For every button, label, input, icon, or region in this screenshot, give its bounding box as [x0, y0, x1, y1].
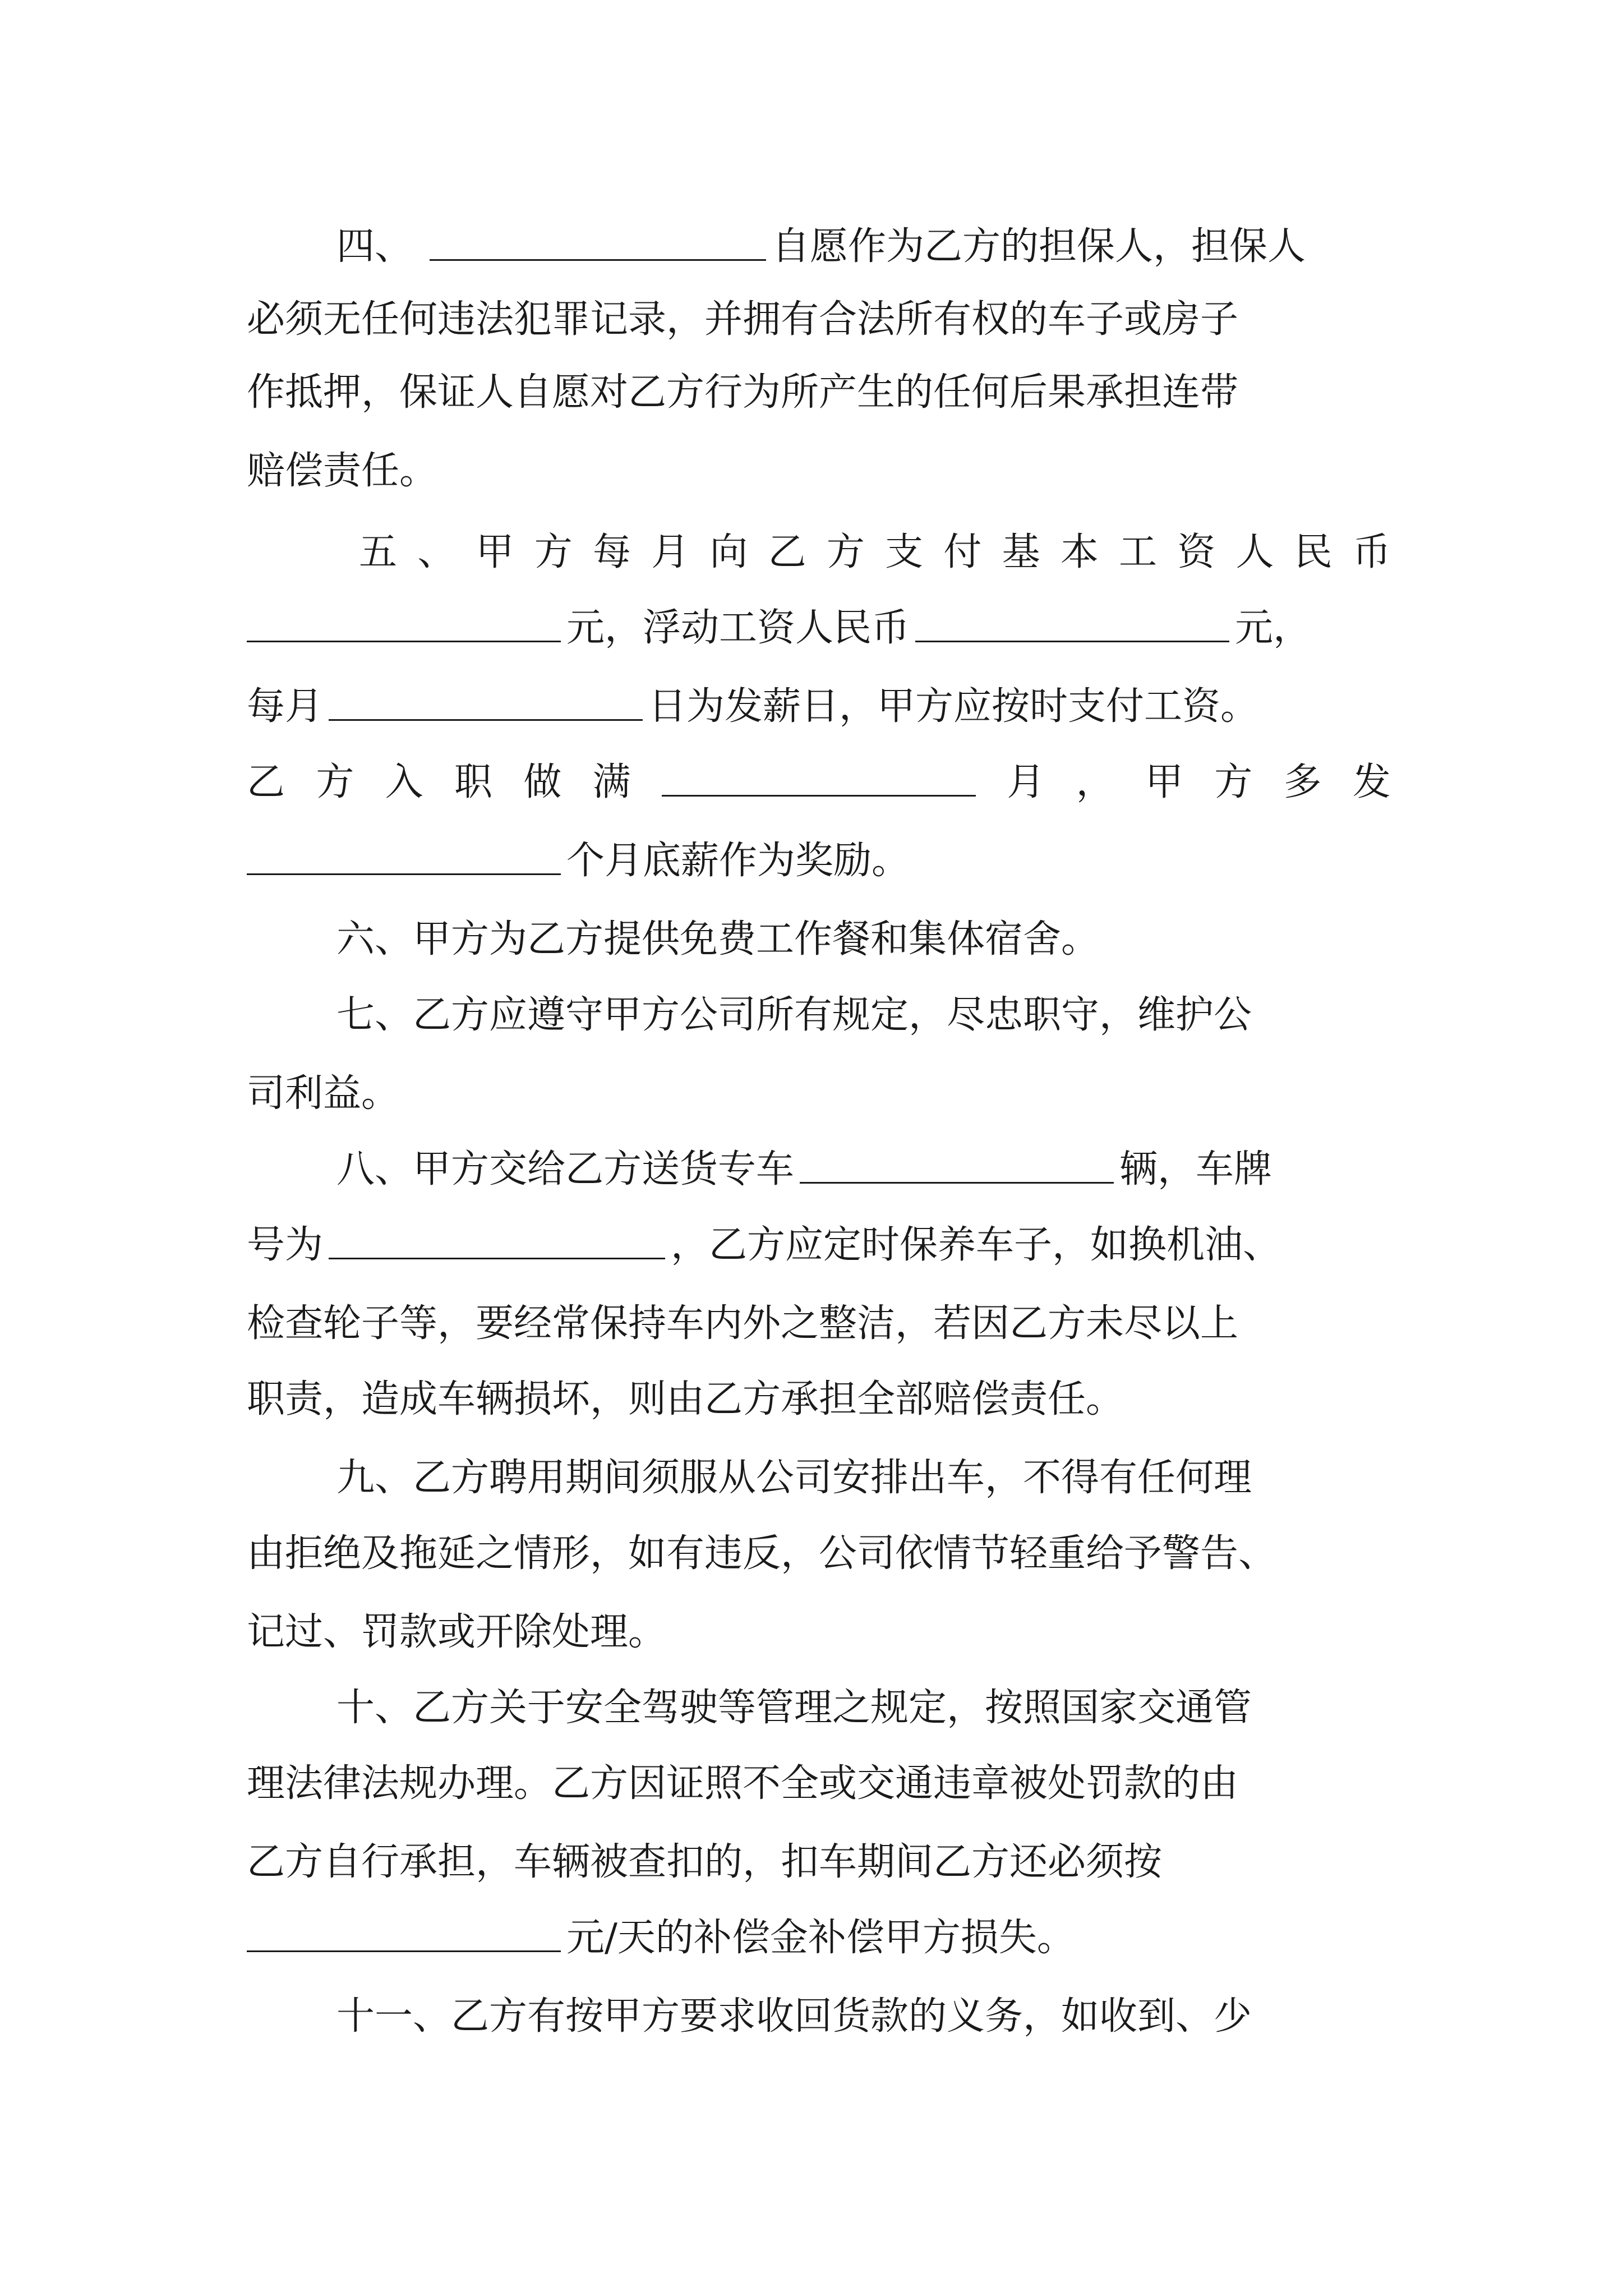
clause-4-line-2: 必须无任何违法犯罪记录，并拥有合法所有权的车子或房子: [247, 297, 1239, 342]
clause-5-char: 本: [1060, 530, 1099, 574]
daily-compensation-blank[interactable]: [247, 1949, 561, 1952]
clause-5-line-4-char: 月: [1007, 760, 1045, 804]
plate-number-blank[interactable]: [329, 1257, 665, 1259]
clause-5-char: 乙: [768, 530, 806, 574]
clause-4-text: 自愿作为乙方的担保人，担保人: [772, 224, 1306, 269]
clause-8-text-a: 八、甲方交给乙方送货专车: [336, 1147, 795, 1191]
clause-5-char: 人: [1235, 530, 1274, 574]
base-salary-blank[interactable]: [247, 639, 561, 642]
clause-4-line-1: [336, 208, 1391, 286]
clause-7-line-1: 七、乙方应遵守甲方公司所有规定，尽忠职守，维护公: [336, 993, 1252, 1037]
tenure-months-blank[interactable]: [662, 794, 976, 797]
clause-5-char: 基: [1002, 530, 1040, 574]
clause-5-char: 资: [1177, 530, 1216, 574]
clause-5-line-4: [247, 743, 1391, 822]
clause-5-char: 民: [1294, 530, 1332, 574]
floating-salary-blank[interactable]: [915, 639, 1229, 642]
clause-5-text-c: 每月: [247, 684, 324, 729]
clause-5-line-4-char: 乙: [247, 760, 285, 804]
clause-5-char: 五: [359, 530, 398, 574]
clause-4-line-4: 赔偿责任。: [247, 449, 438, 493]
clause-5-line-4-char: 入: [385, 760, 423, 804]
clause-5-line-4-char: 多: [1283, 760, 1322, 804]
clause-5-line-4-char: 方: [316, 760, 354, 804]
clause-4-number: 四、: [336, 224, 413, 269]
clause-8-line-1: [336, 1130, 1391, 1209]
clause-5-char: 向: [709, 530, 748, 574]
clause-8-line-3: 检查轮子等，要经常保持车内外之整洁，若因乙方未尽以上: [247, 1301, 1239, 1346]
clause-7-line-2: 司利益。: [247, 1071, 400, 1116]
clause-5-char: 、: [417, 530, 456, 574]
clause-8-text-c: 号为: [247, 1223, 324, 1267]
clause-8-line-4: 职责，造成车辆损坏，则由乙方承担全部赔偿责任。: [247, 1377, 1124, 1421]
clause-5-line-5: [247, 822, 1391, 900]
clause-5-line-3: [247, 668, 1391, 746]
clause-5-char: 方: [826, 530, 865, 574]
clause-5-line-2: [247, 589, 1391, 668]
guarantor-name-blank[interactable]: [430, 258, 766, 261]
clause-11-line-1: 十一、乙方有按甲方要求收回货款的义务，如收到、少: [336, 1994, 1252, 2039]
clause-5-text-e: 个月底薪作为奖励。: [566, 839, 910, 883]
clause-8-text-d: ，乙方应定时保养车子，如换机油、: [671, 1223, 1281, 1267]
clause-5-char: 工: [1119, 530, 1158, 574]
clause-5-char: 付: [943, 530, 982, 574]
clause-5-line-4-char: 方: [1214, 760, 1253, 804]
clause-10-line-2: 理法律法规办理。乙方因证照不全或交通违章被处罚款的由: [247, 1761, 1239, 1806]
clause-5-char: 每: [592, 530, 631, 574]
clause-8-text-b: 辆，车牌: [1119, 1147, 1272, 1191]
clause-10-line-3: 乙方自行承担，车辆被查扣的，扣车期间乙方还必须按: [247, 1840, 1163, 1884]
clause-5-char: 月: [651, 530, 690, 574]
clause-5-text-b: 元，: [1235, 606, 1312, 650]
payday-blank[interactable]: [329, 718, 643, 721]
clause-5-line-1: [359, 513, 1391, 592]
clause-10-text-e: 元/天的补偿金补偿甲方损失。: [566, 1916, 1075, 1960]
clause-10-line-4: [247, 1899, 1391, 1977]
clause-5-char: 支: [885, 530, 924, 574]
clause-10-line-1: 十、乙方关于安全驾驶等管理之规定，按照国家交通管: [336, 1686, 1252, 1730]
vehicle-count-blank[interactable]: [800, 1181, 1114, 1184]
clause-9-line-3: 记过、罚款或开除处理。: [247, 1610, 667, 1654]
clause-5-line-4-char: 做: [523, 760, 562, 804]
clause-5-char: 甲: [476, 530, 514, 574]
clause-9-line-2: 由拒绝及拖延之情形，如有违反，公司依情节轻重给予警告、: [247, 1531, 1277, 1576]
clause-6-line-1: 六、甲方为乙方提供免费工作餐和集体宿舍。: [336, 917, 1100, 961]
clause-5-line-4-char: 发: [1352, 760, 1391, 804]
clause-5-line-4-char: 职: [454, 760, 492, 804]
clause-5-text-d: 日为发薪日，甲方应按时支付工资。: [648, 684, 1259, 729]
clause-5-line-4-char: ，: [1076, 760, 1114, 804]
clause-8-line-2: [247, 1206, 1391, 1285]
clause-5-char: 币: [1352, 530, 1391, 574]
clause-5-text-a: 元，浮动工资人民币: [566, 606, 910, 650]
clause-5-line-4-char: 甲: [1145, 760, 1183, 804]
clause-9-line-1: 九、乙方聘用期间须服从公司安排出车，不得有任何理: [336, 1456, 1252, 1500]
clause-5-char: 方: [534, 530, 573, 574]
clause-5-line-4-char: 满: [592, 760, 631, 804]
bonus-months-blank[interactable]: [247, 872, 561, 875]
clause-4-line-3: 作抵押，保证人自愿对乙方行为所产生的任何后果承担连带: [247, 370, 1239, 415]
